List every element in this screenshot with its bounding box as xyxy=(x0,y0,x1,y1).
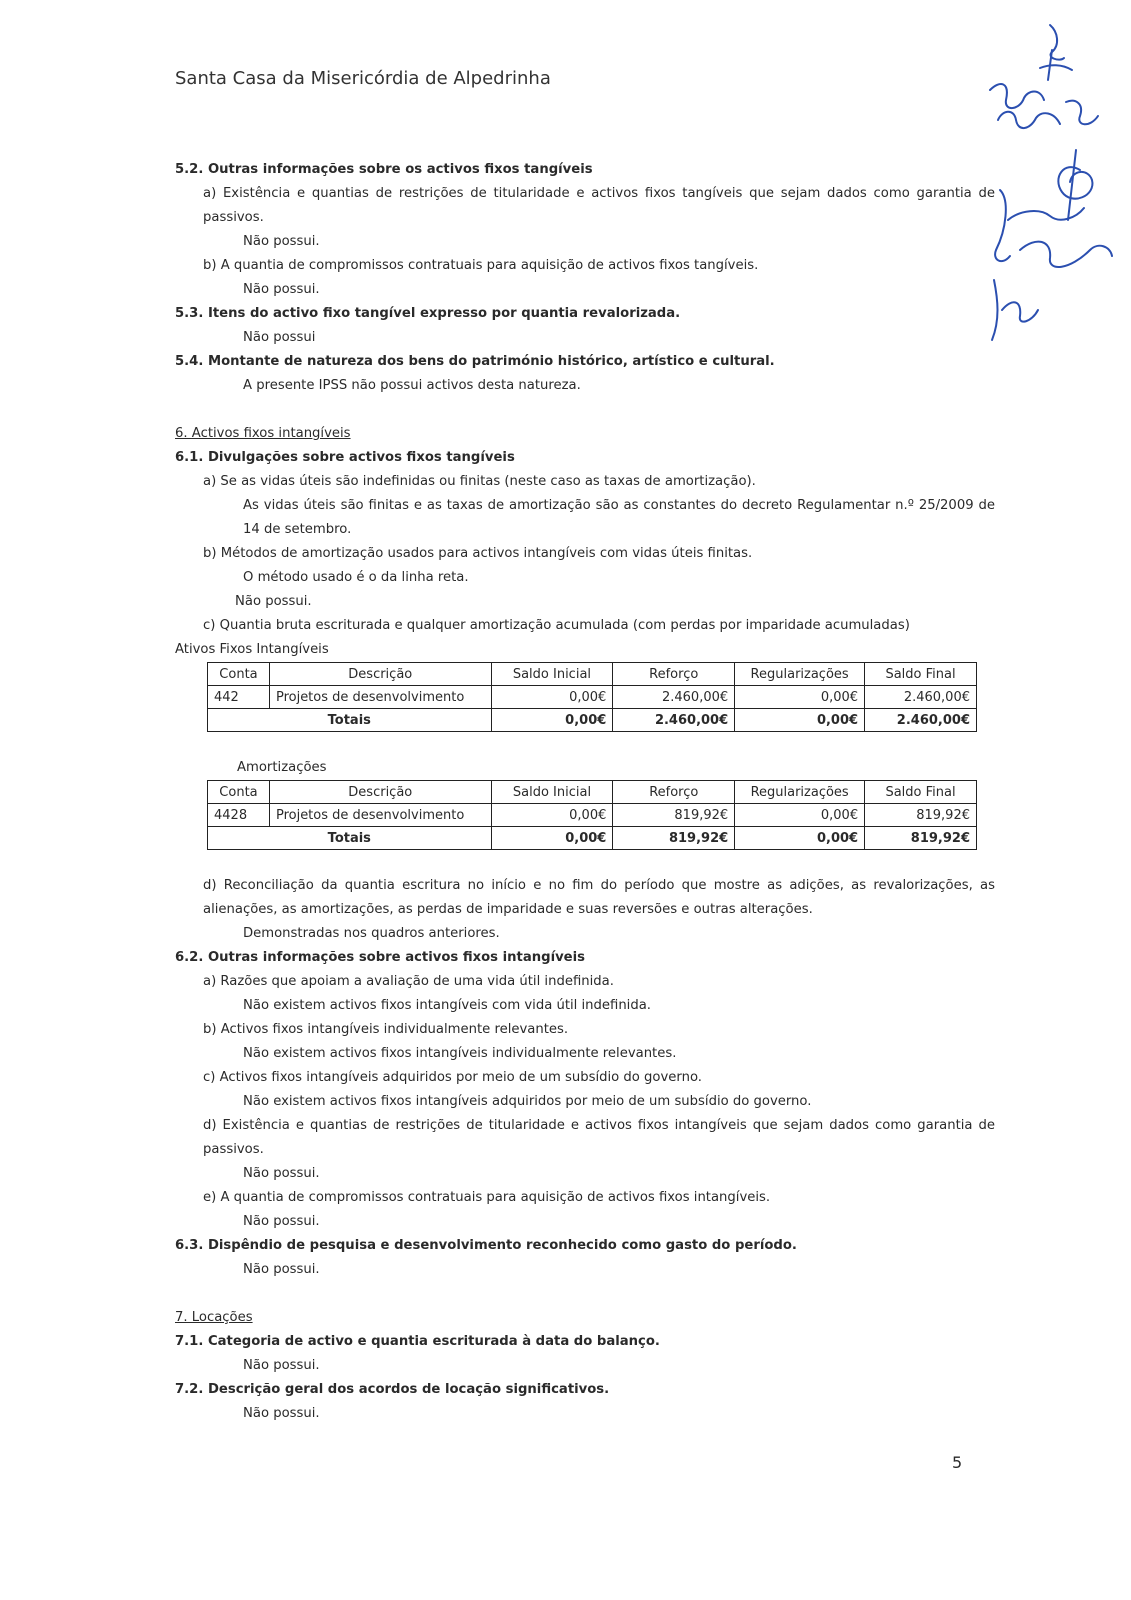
answer-5-2-a: Não possui. xyxy=(243,234,320,249)
item-6-1-c: c) Quantia bruta escriturada e qualquer amortização acumulada (com perdas por imparidade acumuladas) xyxy=(203,618,910,633)
answer-5-4: A presente IPSS não possui activos desta natureza. xyxy=(243,378,581,393)
item-6-1-d: d) Reconciliação da quantia escritura no início e no fim do período que mostre as adições, as revalorizações, as alienações, as amortizações, as perdas de imparidade e suas reversões e outras alterações. xyxy=(203,878,995,917)
item-5-2-a: a) Existência e quantias de restrições de titularidade e activos fixos tangíveis que sejam dados como garantia de passivos. xyxy=(203,186,995,225)
table-header-cell: Saldo Final xyxy=(865,663,977,686)
table-header-cell: Conta xyxy=(208,781,270,804)
section-7-1-title: 7.1. Categoria de activo e quantia escriturada à data do balanço. xyxy=(175,1334,660,1349)
table-cell: 0,00€ xyxy=(491,827,613,850)
table-cell: 0,00€ xyxy=(735,709,865,732)
section-7-title: 7. Locações xyxy=(175,1310,253,1325)
table-row xyxy=(208,686,977,709)
table-cell: 819,92€ xyxy=(865,804,977,827)
answer-6-3: Não possui. xyxy=(243,1262,320,1277)
table-cell: 0,00€ xyxy=(735,804,865,827)
answer-6-2-e: Não possui. xyxy=(243,1214,320,1229)
answer-6-2-c: Não existem activos fixos intangíveis adquiridos por meio de um subsídio do governo. xyxy=(243,1094,812,1109)
table2-label: Amortizações xyxy=(237,760,327,775)
answer-5-3: Não possui xyxy=(243,330,316,345)
section-6-2-title: 6.2. Outras informações sobre activos fixos intangíveis xyxy=(175,950,585,965)
table-totals-row xyxy=(208,827,977,850)
table-header-cell: Saldo Inicial xyxy=(491,781,613,804)
table-header-cell: Conta xyxy=(208,663,270,686)
item-6-2-b: b) Activos fixos intangíveis individualmente relevantes. xyxy=(203,1022,569,1037)
table-cell: 0,00€ xyxy=(491,686,613,709)
answer-6-2-a: Não existem activos fixos intangíveis com vida útil indefinida. xyxy=(243,998,651,1013)
table-totals-row xyxy=(208,709,977,732)
item-6-1-b: b) Métodos de amortização usados para activos intangíveis com vidas úteis finitas. xyxy=(203,546,753,561)
table-cell: 819,92€ xyxy=(613,827,735,850)
table-cell: 2.460,00€ xyxy=(613,709,735,732)
answer-6-2-b: Não existem activos fixos intangíveis individualmente relevantes. xyxy=(243,1046,677,1061)
table-cell: 0,00€ xyxy=(491,709,613,732)
totals-label: Totais xyxy=(208,827,492,850)
section-5-2-title: 5.2. Outras informações sobre os activos fixos tangíveis xyxy=(175,162,593,177)
table-header-cell: Reforço xyxy=(613,663,735,686)
table1-label: Ativos Fixos Intangíveis xyxy=(175,642,329,657)
handwritten-signatures xyxy=(980,20,1120,350)
section-6-3-title: 6.3. Dispêndio de pesquisa e desenvolvimento reconhecido como gasto do período. xyxy=(175,1238,797,1253)
table-cell: 0,00€ xyxy=(735,827,865,850)
answer-7-1: Não possui. xyxy=(243,1358,320,1373)
table-cell: 442 xyxy=(208,686,270,709)
table-amortizations xyxy=(207,780,977,850)
section-6-title: 6. Activos fixos intangíveis xyxy=(175,426,351,441)
table-cell: 2.460,00€ xyxy=(865,709,977,732)
answer-6-2-d: Não possui. xyxy=(243,1166,320,1181)
table-cell: 2.460,00€ xyxy=(865,686,977,709)
table-header-cell: Saldo Final xyxy=(865,781,977,804)
table-cell: Projetos de desenvolvimento xyxy=(269,686,491,709)
document-body xyxy=(175,158,995,1426)
table-header-cell: Reforço xyxy=(613,781,735,804)
table-header-row xyxy=(208,781,977,804)
section-5-4-title: 5.4. Montante de natureza dos bens do património histórico, artístico e cultural. xyxy=(175,354,775,369)
table-header-cell: Descrição xyxy=(269,781,491,804)
answer-5-2-b: Não possui. xyxy=(243,282,320,297)
page-header: Santa Casa da Misericórdia de Alpedrinha xyxy=(175,68,551,89)
item-6-2-e: e) A quantia de compromissos contratuais para aquisição de activos fixos intangíveis. xyxy=(203,1190,771,1205)
table-row xyxy=(208,804,977,827)
table-header-row xyxy=(208,663,977,686)
item-6-1-a: a) Se as vidas úteis são indefinidas ou finitas (neste caso as taxas de amortização). xyxy=(203,474,756,489)
answer-6-1-b-2: Não possui. xyxy=(235,594,312,609)
table-cell: 0,00€ xyxy=(491,804,613,827)
section-7-2-title: 7.2. Descrição geral dos acordos de locação significativos. xyxy=(175,1382,610,1397)
answer-6-1-d: Demonstradas nos quadros anteriores. xyxy=(243,926,500,941)
item-6-2-c: c) Activos fixos intangíveis adquiridos por meio de um subsídio do governo. xyxy=(203,1070,702,1085)
section-6-1-title: 6.1. Divulgações sobre activos fixos tangíveis xyxy=(175,450,515,465)
table-header-cell: Regularizações xyxy=(735,663,865,686)
answer-6-1-b: O método usado é o da linha reta. xyxy=(243,570,469,585)
table-cell: 819,92€ xyxy=(613,804,735,827)
table-cell: 4428 xyxy=(208,804,270,827)
answer-7-2: Não possui. xyxy=(243,1406,320,1421)
table-cell: Projetos de desenvolvimento xyxy=(269,804,491,827)
item-5-2-b: b) A quantia de compromissos contratuais para aquisição de activos fixos tangíveis. xyxy=(203,258,759,273)
table-header-cell: Regularizações xyxy=(735,781,865,804)
table-intangible-assets xyxy=(207,662,977,732)
item-6-2-a: a) Razões que apoiam a avaliação de uma vida útil indefinida. xyxy=(203,974,614,989)
answer-6-1-a: As vidas úteis são finitas e as taxas de amortização são as constantes do decreto Regulamentar n.º 25/2009 de 14 de setembro. xyxy=(243,498,995,537)
table-cell: 0,00€ xyxy=(735,686,865,709)
page-number: 5 xyxy=(952,1453,963,1472)
item-6-2-d: d) Existência e quantias de restrições de titularidade e activos fixos intangíveis que sejam dados como garantia de passivos. xyxy=(203,1118,995,1157)
section-5-3-title: 5.3. Itens do activo fixo tangível expresso por quantia revalorizada. xyxy=(175,306,681,321)
table-cell: 819,92€ xyxy=(865,827,977,850)
totals-label: Totais xyxy=(208,709,492,732)
table-header-cell: Saldo Inicial xyxy=(491,663,613,686)
table-cell: 2.460,00€ xyxy=(613,686,735,709)
table-header-cell: Descrição xyxy=(269,663,491,686)
